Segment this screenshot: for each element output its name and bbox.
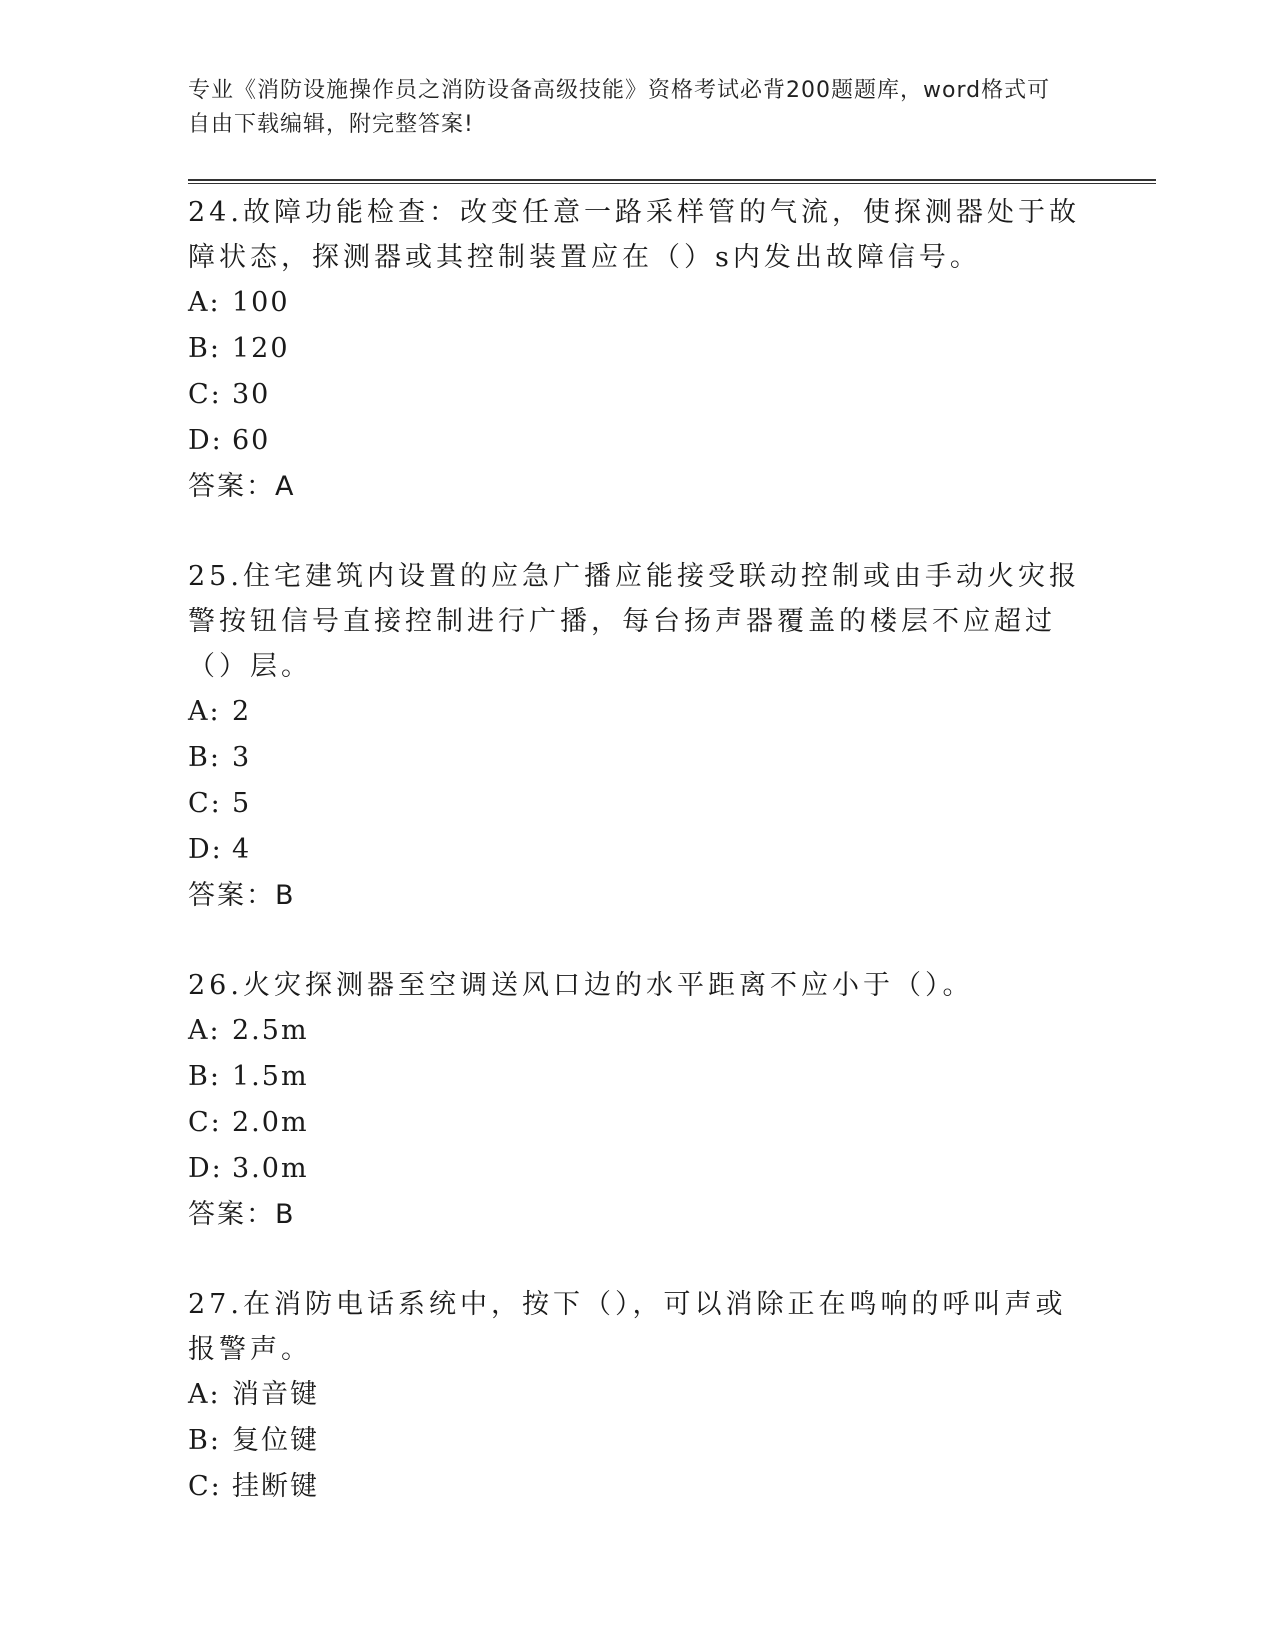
option-text: 4	[232, 834, 252, 865]
option-text: 复位键	[232, 1425, 319, 1456]
question-24	[188, 190, 1088, 510]
question-27	[188, 1282, 1088, 1510]
option-d	[188, 1146, 1088, 1192]
option-key: B:	[188, 1425, 221, 1456]
option-b	[188, 1418, 1088, 1464]
option-text: 3	[232, 742, 252, 773]
option-text: 3.0m	[232, 1153, 309, 1184]
option-text: 消音键	[232, 1379, 319, 1410]
option-key: A:	[188, 696, 221, 727]
option-text: 2.5m	[232, 1015, 309, 1046]
answer-line: 答案：B	[188, 880, 296, 911]
option-a	[188, 280, 1088, 326]
option-c	[188, 781, 1088, 827]
option-key: B:	[188, 333, 221, 364]
answer-line: 答案：B	[188, 1199, 296, 1230]
question-list	[188, 190, 1088, 1554]
option-key: D:	[188, 834, 223, 865]
question-stem: 27.在消防电话系统中，按下（），可以消除正在鸣响的呼叫声或报警声。	[188, 1289, 1067, 1365]
option-a	[188, 689, 1088, 735]
option-text: 2	[232, 696, 252, 727]
question-stem: 26.火灾探测器至空调送风口边的水平距离不应小于（）。	[188, 970, 974, 1001]
option-text: 120	[232, 333, 290, 364]
option-text: 1.5m	[232, 1061, 309, 1092]
header-divider-thin	[188, 183, 1156, 184]
option-text: 60	[232, 425, 271, 456]
option-text: 5	[232, 788, 252, 819]
option-b	[188, 735, 1088, 781]
question-stem: 25.住宅建筑内设置的应急广播应能接受联动控制或由手动火灾报警按钮信号直接控制进行广播，每台扬声器覆盖的楼层不应超过（）层。	[188, 561, 1080, 682]
option-d	[188, 827, 1088, 873]
option-text: 30	[232, 379, 271, 410]
option-key: C:	[188, 379, 222, 410]
option-c	[188, 1464, 1088, 1510]
option-b	[188, 1054, 1088, 1100]
question-26	[188, 963, 1088, 1238]
document-header: 专业《消防设施操作员之消防设备高级技能》资格考试必背200题题库，word格式可自由下载编辑，附完整答案!	[188, 78, 1051, 137]
option-key: A:	[188, 287, 221, 318]
header-divider-thick	[188, 179, 1156, 181]
option-key: D:	[188, 425, 223, 456]
option-text: 挂断键	[232, 1471, 319, 1502]
question-stem: 24.故障功能检查：改变任意一路采样管的气流，使探测器处于故障状态，探测器或其控制装置应在（）s内发出故障信号。	[188, 197, 1080, 273]
option-key: B:	[188, 742, 221, 773]
option-key: C:	[188, 1471, 222, 1502]
question-25	[188, 554, 1088, 919]
option-a	[188, 1372, 1088, 1418]
option-d	[188, 418, 1088, 464]
answer-line: 答案：A	[188, 471, 296, 502]
option-key: C:	[188, 788, 222, 819]
option-key: A:	[188, 1015, 221, 1046]
option-c	[188, 1100, 1088, 1146]
option-text: 2.0m	[232, 1107, 309, 1138]
option-a	[188, 1008, 1088, 1054]
option-text: 100	[232, 287, 290, 318]
option-key: D:	[188, 1153, 223, 1184]
option-key: A:	[188, 1379, 221, 1410]
option-b	[188, 326, 1088, 372]
option-key: C:	[188, 1107, 222, 1138]
option-key: B:	[188, 1061, 221, 1092]
option-c	[188, 372, 1088, 418]
